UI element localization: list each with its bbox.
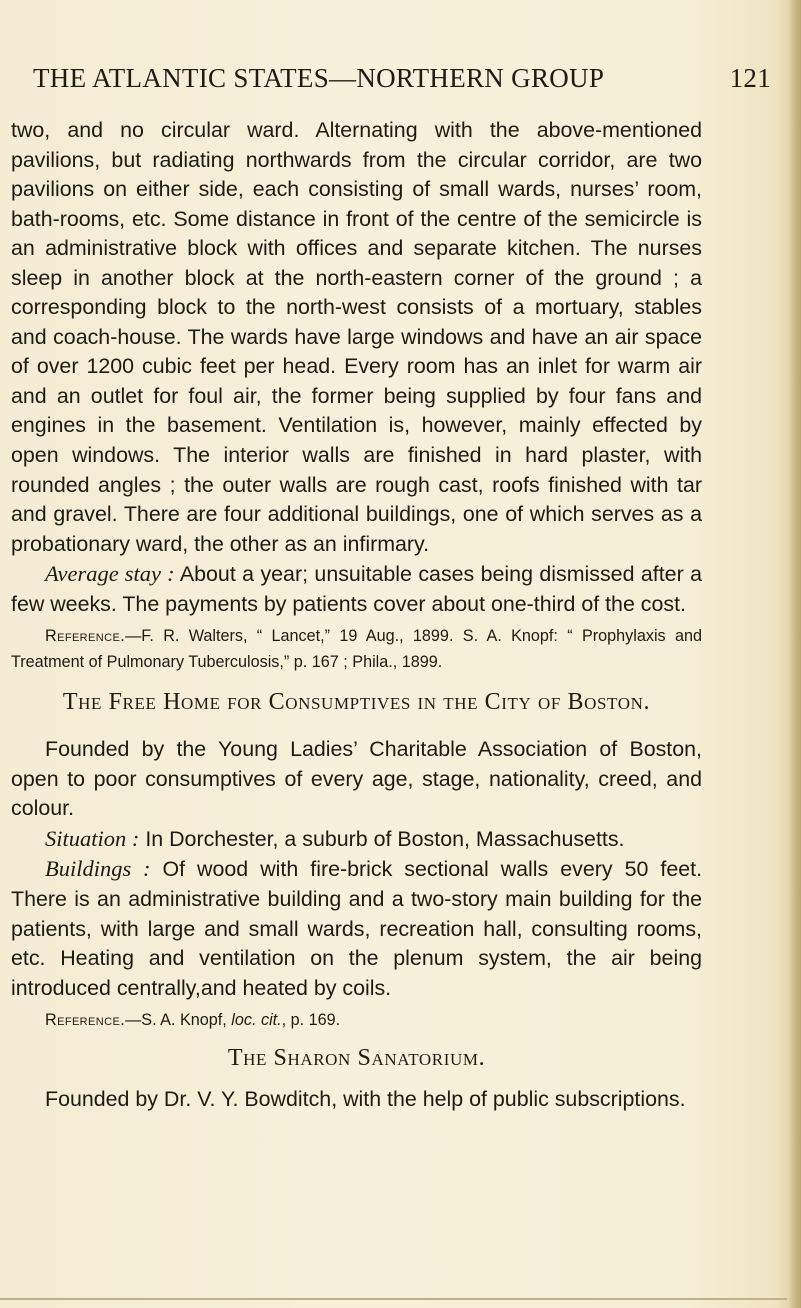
reference-label: Reference. (45, 1011, 126, 1030)
reference-label: Reference. (45, 627, 126, 646)
page-edge (787, 0, 801, 1308)
average-stay-label: Average stay : (45, 561, 175, 587)
page-bottom-rule (0, 1298, 787, 1300)
running-head-title: THE ATLANTIC STATES—NORTHERN GROUP (33, 63, 605, 93)
paragraph-buildings (11, 854, 702, 1003)
buildings-label: Buildings : (45, 856, 151, 882)
section-heading-boston: The Free Home for Consumptives in the City of Boston. (62, 689, 651, 716)
reference-walters-knopf (11, 623, 702, 675)
paragraph-founded-sharon: Founded by Dr. V. Y. Bowditch, with the help of public subscriptions. (45, 1087, 686, 1112)
body-text (11, 116, 702, 1115)
reference-knopf (11, 1007, 702, 1033)
reference-loc-cit: loc. cit. (231, 1011, 282, 1030)
average-stay-text: About a year; unsuitable cases being dismissed after a few weeks. The payments by patients cover about one-third of the cost. (11, 562, 702, 616)
paragraph-pavilions: two, and no circular ward. Alternating with the above-mentioned pavilions, but radiating northwards from the circular corridor, are two pavilions on either side, each consisting of small wards, nurses’ room, bath-rooms, etc. Some distance in front of the centre of the semicircle is an administrative block with offices and separate kitchen. The nurses sleep in another block at the north-eastern corner of the ground ; a corresponding block to the north-west consists of a mortuary, stables and coach-house. The wards have large windows and have an air space of over 1200 cubic feet per head. Every room has an inlet for warm air and an outlet for foul air, the former being supplied by four fans and engines in the basement. Ventilation is, however, mainly effected by open windows. The interior walls are finished in hard plaster, with rounded angles ; the outer walls are rough cast, roofs finished with tar and gravel. There are four additional buildings, one of which serves as a probationary ward, the other as an infirmary. (11, 118, 702, 556)
paragraph-situation (11, 824, 702, 855)
reference-text-before: —S. A. Knopf, (125, 1011, 232, 1030)
page-number: 121 (729, 63, 771, 93)
buildings-text: Of wood with fire-brick sectional walls every 50 feet. There is an administrative building and a two-story main building for the patients, with large and small wards, recreation hall, consulting rooms, etc. Heating and ventilation on the plenum system, the air being introduced centrally,and heated by coils. (11, 857, 703, 1000)
situation-text: In Dorchester, a suburb of Boston, Massachusetts. (139, 826, 625, 851)
section-heading-sharon: The Sharon Sanatorium. (227, 1045, 486, 1072)
paragraph-average-stay (11, 559, 702, 619)
reference-text: —F. R. Walters, “ Lancet,” 19 Aug., 1899. S. A. Knopf: “ Prophylaxis and Treatment of Pulmonary Tuberculosis,” p. 167 ; Phila., 1899. (11, 627, 702, 672)
situation-label: Situation : (45, 825, 140, 851)
paragraph-founded-boston: Founded by the Young Ladies’ Charitable Association of Boston, open to poor consumptives of every age, stage, nationality, creed, and colour. (11, 737, 702, 821)
reference-text-after: , p. 169. (281, 1011, 341, 1030)
